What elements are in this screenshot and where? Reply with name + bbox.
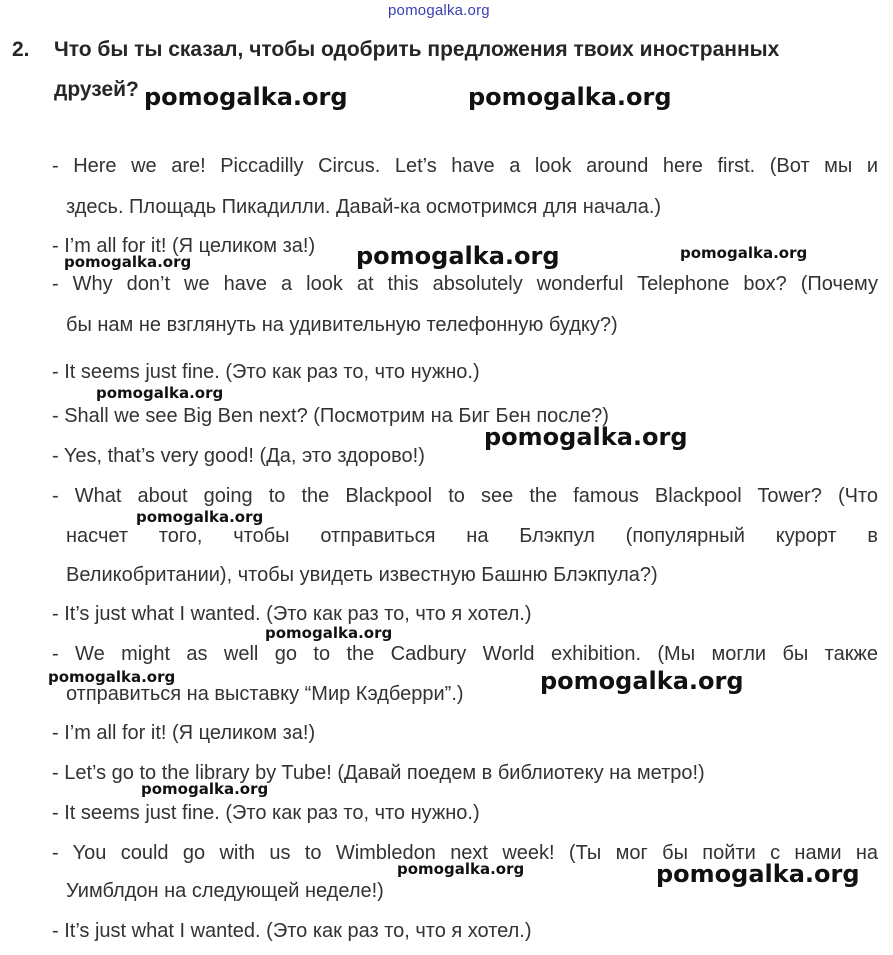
watermark: pomogalka.org — [680, 244, 808, 262]
watermark: pomogalka.org — [144, 83, 348, 111]
dialogue-line: - We might as well go to the Cadbury World exhibition. (Мы могли бы также — [52, 643, 878, 665]
site-link[interactable]: pomogalka.org — [388, 2, 490, 19]
dialogue-line: отправиться на выставку “Мир Кэдберри”.) — [66, 683, 464, 705]
dialogue-line: - It seems just fine. (Это как раз то, что нужно.) — [52, 802, 480, 824]
watermark: pomogalka.org — [141, 780, 269, 798]
dialogue-line: - Why don’t we have a look at this absolutely wonderful Telephone box? (Почему — [52, 273, 878, 295]
dialogue-line: - Let’s go to the library by Tube! (Давай поедем в библиотеку на метро!) — [52, 762, 705, 784]
watermark: pomogalka.org — [397, 860, 525, 878]
watermark: pomogalka.org — [96, 384, 224, 402]
dialogue-line: - It’s just what I wanted. (Это как раз то, что я хотел.) — [52, 603, 532, 625]
watermark: pomogalka.org — [484, 423, 688, 451]
dialogue-line: бы нам не взглянуть на удивительную телефонную будку?) — [66, 314, 618, 336]
dialogue-line: - You could go with us to Wimbledon next week! (Ты мог бы пойти с нами на — [52, 842, 878, 864]
question-text-continued: друзей? — [54, 78, 139, 101]
watermark: pomogalka.org — [468, 83, 672, 111]
dialogue-line: - I’m all for it! (Я целиком за!) — [52, 235, 316, 257]
dialogue-line: здесь. Площадь Пикадилли. Давай-ка осмотримся для начала.) — [66, 196, 662, 218]
dialogue-line: - Shall we see Big Ben next? (Посмотрим на Биг Бен после?) — [52, 405, 609, 427]
dialogue-line: - It seems just fine. (Это как раз то, что нужно.) — [52, 361, 480, 383]
watermark: pomogalka.org — [64, 253, 192, 271]
dialogue-line: - I’m all for it! (Я целиком за!) — [52, 722, 316, 744]
dialogue-line: - Yes, that’s very good! (Да, это здорово!) — [52, 445, 425, 467]
watermark: pomogalka.org — [48, 668, 176, 686]
watermark: pomogalka.org — [540, 667, 744, 695]
dialogue-line: Уимблдон на следующей неделе!) — [66, 880, 384, 902]
dialogue-line: - Here we are! Piccadilly Circus. Let’s have a look around here first. (Вот мы и — [52, 155, 878, 177]
dialogue-line: - What about going to the Blackpool to see the famous Blackpool Tower? (Что — [52, 485, 878, 507]
dialogue-line: - It’s just what I wanted. (Это как раз то, что я хотел.) — [52, 920, 532, 942]
watermark: pomogalka.org — [656, 860, 860, 888]
watermark: pomogalka.org — [136, 508, 264, 526]
question-text: Что бы ты сказал, чтобы одобрить предложения твоих иностранных — [54, 38, 780, 61]
question-number: 2. — [12, 38, 30, 61]
watermark: pomogalka.org — [356, 242, 560, 270]
dialogue-line: Великобритании), чтобы увидеть известную Башню Блэкпула?) — [66, 564, 658, 586]
dialogue-line: насчет того, чтобы отправиться на Блэкпул (популярный курорт в — [66, 525, 878, 547]
watermark: pomogalka.org — [265, 624, 393, 642]
